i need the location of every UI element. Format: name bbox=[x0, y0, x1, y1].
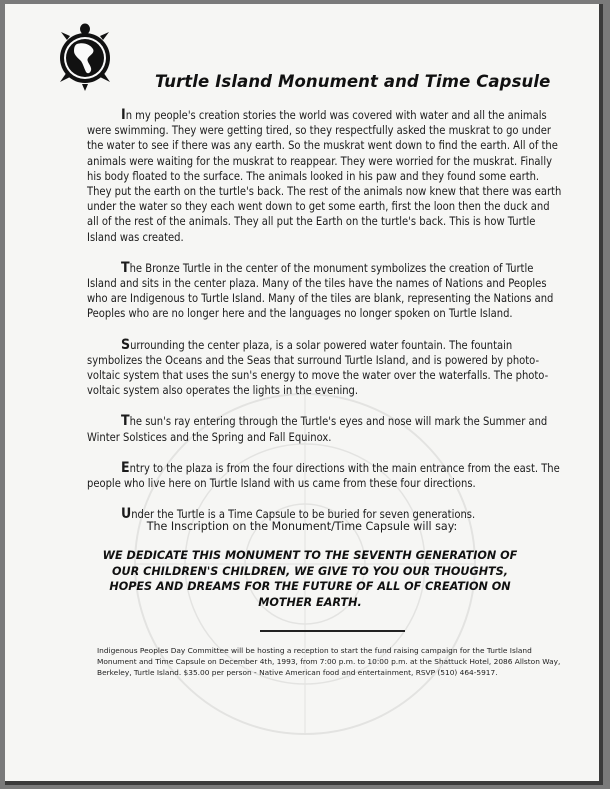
page-title: Turtle Island Monument and Time Capsule bbox=[155, 72, 551, 91]
turtle-globe-logo-icon bbox=[57, 22, 113, 92]
paragraph-text: urrounding the center plaza, is a solar powered water fountain. The fountain symbolizes the Oceans and the Seas that surround Turtle Island, and is powered by photo-voltaic system that uses the sun's energy to move the water over the waterfalls. The photo-voltaic system also operates the lights in the evening. bbox=[87, 338, 549, 398]
inscription-intro: The Inscription on the Monument/Time Capsule will say: bbox=[146, 520, 458, 533]
document-page bbox=[5, 4, 603, 785]
paragraph-text: he Bronze Turtle in the center of the monument symbolizes the creation of Turtle Island and sits in the center plaza. Many of the tiles have the names of Nations and Peoples who are Indigenous to Turtle Island. Many of the tiles are blank, representing the Nations and Peoples who are no longer here and the languages no longer spoken on Turtle Island. bbox=[87, 261, 554, 321]
paragraph-fountain bbox=[87, 338, 563, 399]
paragraph-text: nder the Turtle is a Time Capsule to be buried for seven generations. bbox=[131, 508, 476, 522]
paragraph-entry bbox=[87, 461, 563, 491]
paragraph-creation-story bbox=[87, 108, 563, 245]
drop-initial: S bbox=[121, 336, 131, 353]
paragraph-text: n my people's creation stories the world was covered with water and all the animals were swimming. They were getting tired, so they respectfully asked the muskrat to go under the water to see if there was any earth. So the muskrat went down to find the earth. All of the animals were waiting for the muskrat to reappear. They were worried for the muskrat. Finally his body floated to the surface. The animals looked in his paw and they found some earth. They put the earth on the turtle's back. The rest of the animals now knew that there was earth under the water so they each went down to get some earth, first the loon then the duck and all of the rest of the animals. They all put the Earth on the turtle's back. This is how Turtle Island was created. bbox=[87, 109, 562, 244]
drop-initial: E bbox=[121, 459, 130, 476]
drop-initial: T bbox=[121, 259, 130, 276]
dedication-text: WE DEDICATE THIS MONUMENT TO THE SEVENTH GENERATION OF OUR CHILDREN'S CHILDREN, WE GIVE TO YOU OUR THOUGHTS, HOPES AND DREAMS FOR THE FUTURE OF ALL OF CREATION ON MOTHER EARTH. bbox=[102, 549, 518, 609]
drop-initial: T bbox=[121, 413, 130, 430]
drop-initial: U bbox=[121, 506, 132, 523]
paragraph-bronze-turtle bbox=[87, 261, 563, 322]
body-text bbox=[87, 108, 563, 538]
divider-line bbox=[260, 630, 405, 632]
paragraph-solstices bbox=[87, 414, 563, 444]
paragraph-text: he sun's ray entering through the Turtle's eyes and nose will mark the Summer and Winter Solstices and the Spring and Fall Equinox. bbox=[87, 415, 548, 444]
drop-initial: I bbox=[121, 107, 126, 123]
event-footer-note: Indigenous Peoples Day Committee will be hosting a reception to start the fund raising campaign for the Turtle Island Monument and Time Capsule on December 4th, 1993, from 7:00 p.m. to 10:00 p.m. at the Shattuck Hotel, 2086 Allston Way, Berkeley, Turtle Island. $35.00 per person - Native American food and entertainment, RSVP (510) 464-5917. bbox=[97, 646, 561, 677]
paragraph-text: ntry to the plaza is from the four directions with the main entrance from the east. The people who live here on Turtle Island with us came from these four directions. bbox=[87, 461, 560, 491]
